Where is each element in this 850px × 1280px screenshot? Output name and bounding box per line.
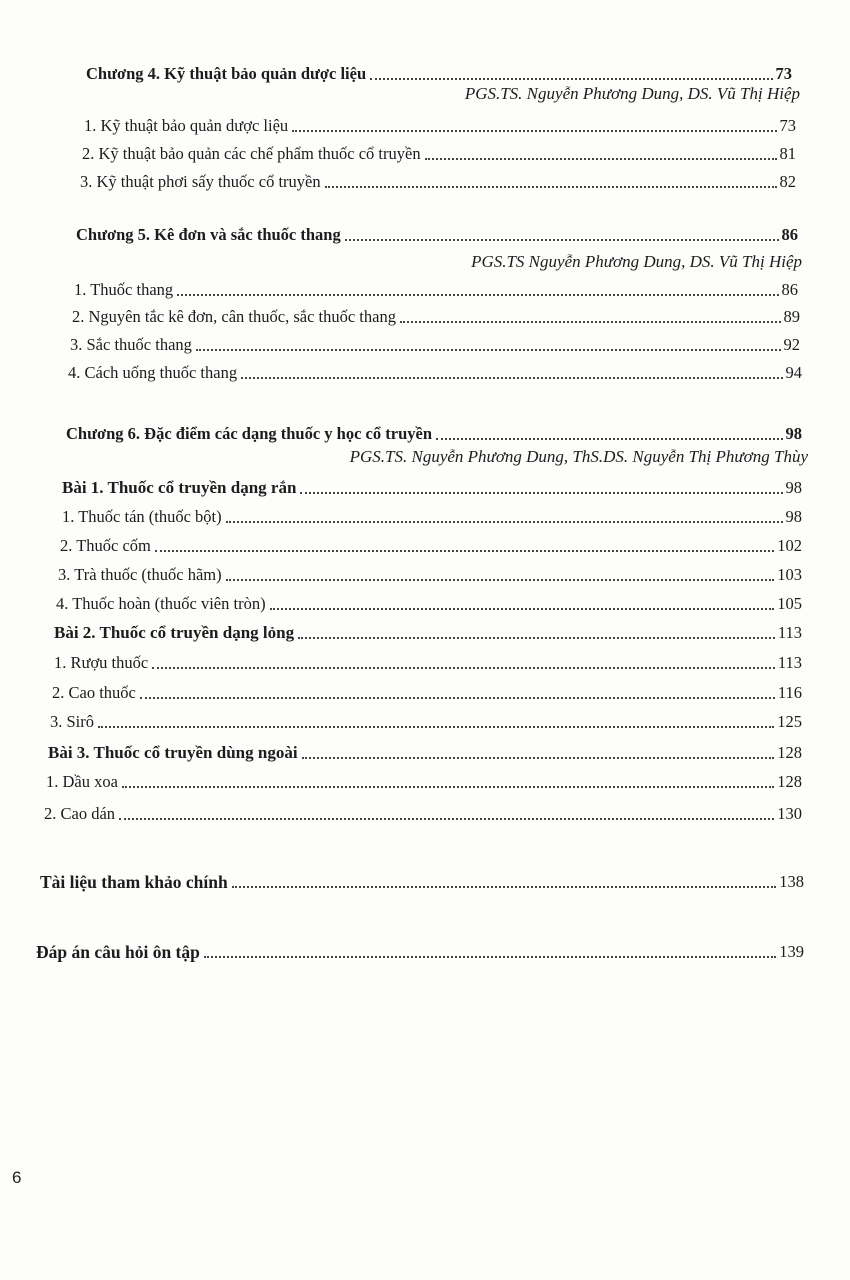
dot-leader bbox=[400, 321, 781, 323]
toc-item[interactable] bbox=[58, 565, 802, 585]
toc-item-label: 1. Rượu thuốc bbox=[54, 653, 149, 672]
dot-leader bbox=[140, 697, 775, 699]
page-number: 130 bbox=[777, 804, 802, 823]
page-number: 128 bbox=[777, 743, 802, 762]
chapter-title: Chương 4. Kỹ thuật bảo quản dược liệu bbox=[86, 64, 367, 83]
page-number: 139 bbox=[779, 942, 804, 961]
toc-item[interactable] bbox=[60, 536, 802, 556]
page-number: 73 bbox=[775, 64, 792, 83]
dot-leader bbox=[325, 186, 777, 188]
toc-chapter-6[interactable] bbox=[66, 424, 802, 444]
page-number: 86 bbox=[781, 225, 798, 244]
chapter-author: PGS.TS Nguyễn Phương Dung, DS. Vũ Thị Hiệp bbox=[471, 252, 802, 271]
lesson-title: Bài 2. Thuốc cổ truyền dạng lỏng bbox=[54, 623, 295, 642]
dot-leader bbox=[241, 377, 782, 379]
toc-item[interactable] bbox=[84, 116, 796, 136]
dot-leader bbox=[204, 956, 776, 958]
backmatter-title: Tài liệu tham khảo chính bbox=[40, 872, 228, 892]
dot-leader bbox=[152, 667, 775, 669]
page-number: 86 bbox=[781, 280, 798, 299]
toc-item[interactable] bbox=[80, 172, 796, 192]
dot-leader bbox=[177, 294, 778, 296]
toc-item[interactable] bbox=[70, 335, 800, 355]
dot-leader bbox=[98, 726, 774, 728]
lesson-title: Bài 3. Thuốc cổ truyền dùng ngoài bbox=[48, 743, 298, 762]
lesson-title: Bài 1. Thuốc cổ truyền dạng rắn bbox=[62, 478, 297, 497]
dot-leader bbox=[226, 579, 775, 581]
dot-leader bbox=[300, 492, 782, 494]
toc-item[interactable] bbox=[56, 594, 802, 614]
page-number: 92 bbox=[783, 335, 800, 354]
toc-chapter-4[interactable] bbox=[86, 64, 792, 84]
toc-item-label: 1. Kỹ thuật bảo quản dược liệu bbox=[84, 116, 289, 135]
toc-item[interactable] bbox=[52, 683, 802, 703]
toc-answers[interactable] bbox=[36, 942, 804, 962]
toc-item-label: 1. Thuốc thang bbox=[74, 280, 174, 299]
page-number: 116 bbox=[777, 683, 802, 702]
toc-references[interactable] bbox=[40, 872, 804, 892]
page-number: 82 bbox=[779, 172, 796, 191]
chapter-title: Chương 6. Đặc điểm các dạng thuốc y học cổ truyền bbox=[66, 424, 432, 443]
toc-item-label: 4. Thuốc hoàn (thuốc viên tròn) bbox=[56, 594, 266, 613]
toc-item[interactable] bbox=[74, 280, 798, 300]
dot-leader bbox=[370, 78, 772, 80]
toc-item-label: 3. Sắc thuốc thang bbox=[70, 335, 192, 354]
toc-item-label: 3. Sirô bbox=[50, 712, 95, 731]
toc-item[interactable] bbox=[46, 772, 802, 792]
toc-item-label: 2. Nguyên tắc kê đơn, cân thuốc, sắc thuốc thang bbox=[72, 307, 396, 326]
page-number: 94 bbox=[785, 363, 802, 382]
toc-item[interactable] bbox=[72, 307, 800, 327]
toc-item-label: 3. Kỹ thuật phơi sấy thuốc cổ truyền bbox=[80, 172, 321, 191]
toc-item[interactable] bbox=[54, 653, 802, 673]
page-number: 102 bbox=[777, 536, 802, 555]
dot-leader bbox=[345, 239, 779, 241]
page-number: 73 bbox=[779, 116, 796, 135]
dot-leader bbox=[119, 818, 774, 820]
dot-leader bbox=[155, 550, 774, 552]
page-number: 113 bbox=[777, 623, 802, 642]
dot-leader bbox=[298, 637, 775, 639]
toc-item-label: 2. Thuốc cốm bbox=[60, 536, 151, 555]
page-number: 98 bbox=[785, 478, 802, 497]
toc-item-label: 4. Cách uống thuốc thang bbox=[68, 363, 238, 382]
chapter-author: PGS.TS. Nguyễn Phương Dung, DS. Vũ Thị Hiệp bbox=[464, 84, 800, 103]
toc-item-label: 1. Thuốc tán (thuốc bột) bbox=[62, 507, 222, 526]
toc-lesson-2[interactable] bbox=[54, 623, 802, 643]
dot-leader bbox=[226, 521, 783, 523]
page-number: 105 bbox=[777, 594, 802, 613]
chapter-title: Chương 5. Kê đơn và sắc thuốc thang bbox=[76, 225, 341, 244]
toc-item[interactable] bbox=[44, 804, 802, 824]
page-number: 98 bbox=[785, 507, 802, 526]
dot-leader bbox=[436, 438, 783, 440]
footer-page-number: 6 bbox=[12, 1168, 22, 1187]
page-number: 103 bbox=[777, 565, 802, 584]
dot-leader bbox=[196, 349, 781, 351]
toc-item[interactable] bbox=[50, 712, 802, 732]
dot-leader bbox=[292, 130, 776, 132]
toc-lesson-1[interactable] bbox=[62, 478, 802, 498]
page-number: 81 bbox=[779, 144, 796, 163]
dot-leader bbox=[270, 608, 775, 610]
toc-item-label: 1. Dầu xoa bbox=[46, 772, 118, 791]
page-number: 113 bbox=[777, 653, 802, 672]
backmatter-title: Đáp án câu hỏi ôn tập bbox=[36, 942, 200, 962]
toc-lesson-3[interactable] bbox=[48, 743, 802, 763]
page-number: 128 bbox=[777, 772, 802, 791]
page-number: 138 bbox=[779, 872, 804, 891]
toc-item-label: 2. Cao dán bbox=[44, 804, 116, 823]
toc-item[interactable] bbox=[62, 507, 802, 527]
dot-leader bbox=[232, 886, 777, 888]
toc-item[interactable] bbox=[68, 363, 802, 383]
page-number: 98 bbox=[785, 424, 802, 443]
toc-chapter-5[interactable] bbox=[76, 225, 798, 245]
toc-item[interactable] bbox=[82, 144, 796, 164]
toc-item-label: 2. Cao thuốc bbox=[52, 683, 136, 702]
toc-item-label: 2. Kỹ thuật bảo quản các chế phẩm thuốc cổ truyền bbox=[82, 144, 421, 163]
dot-leader bbox=[122, 786, 774, 788]
dot-leader bbox=[425, 158, 777, 160]
page-number: 125 bbox=[777, 712, 802, 731]
page-number: 89 bbox=[783, 307, 800, 326]
dot-leader bbox=[302, 757, 775, 759]
toc-item-label: 3. Trà thuốc (thuốc hãm) bbox=[58, 565, 222, 584]
chapter-author: PGS.TS. Nguyễn Phương Dung, ThS.DS. Nguyễn Thị Phương Thùy bbox=[349, 447, 808, 466]
